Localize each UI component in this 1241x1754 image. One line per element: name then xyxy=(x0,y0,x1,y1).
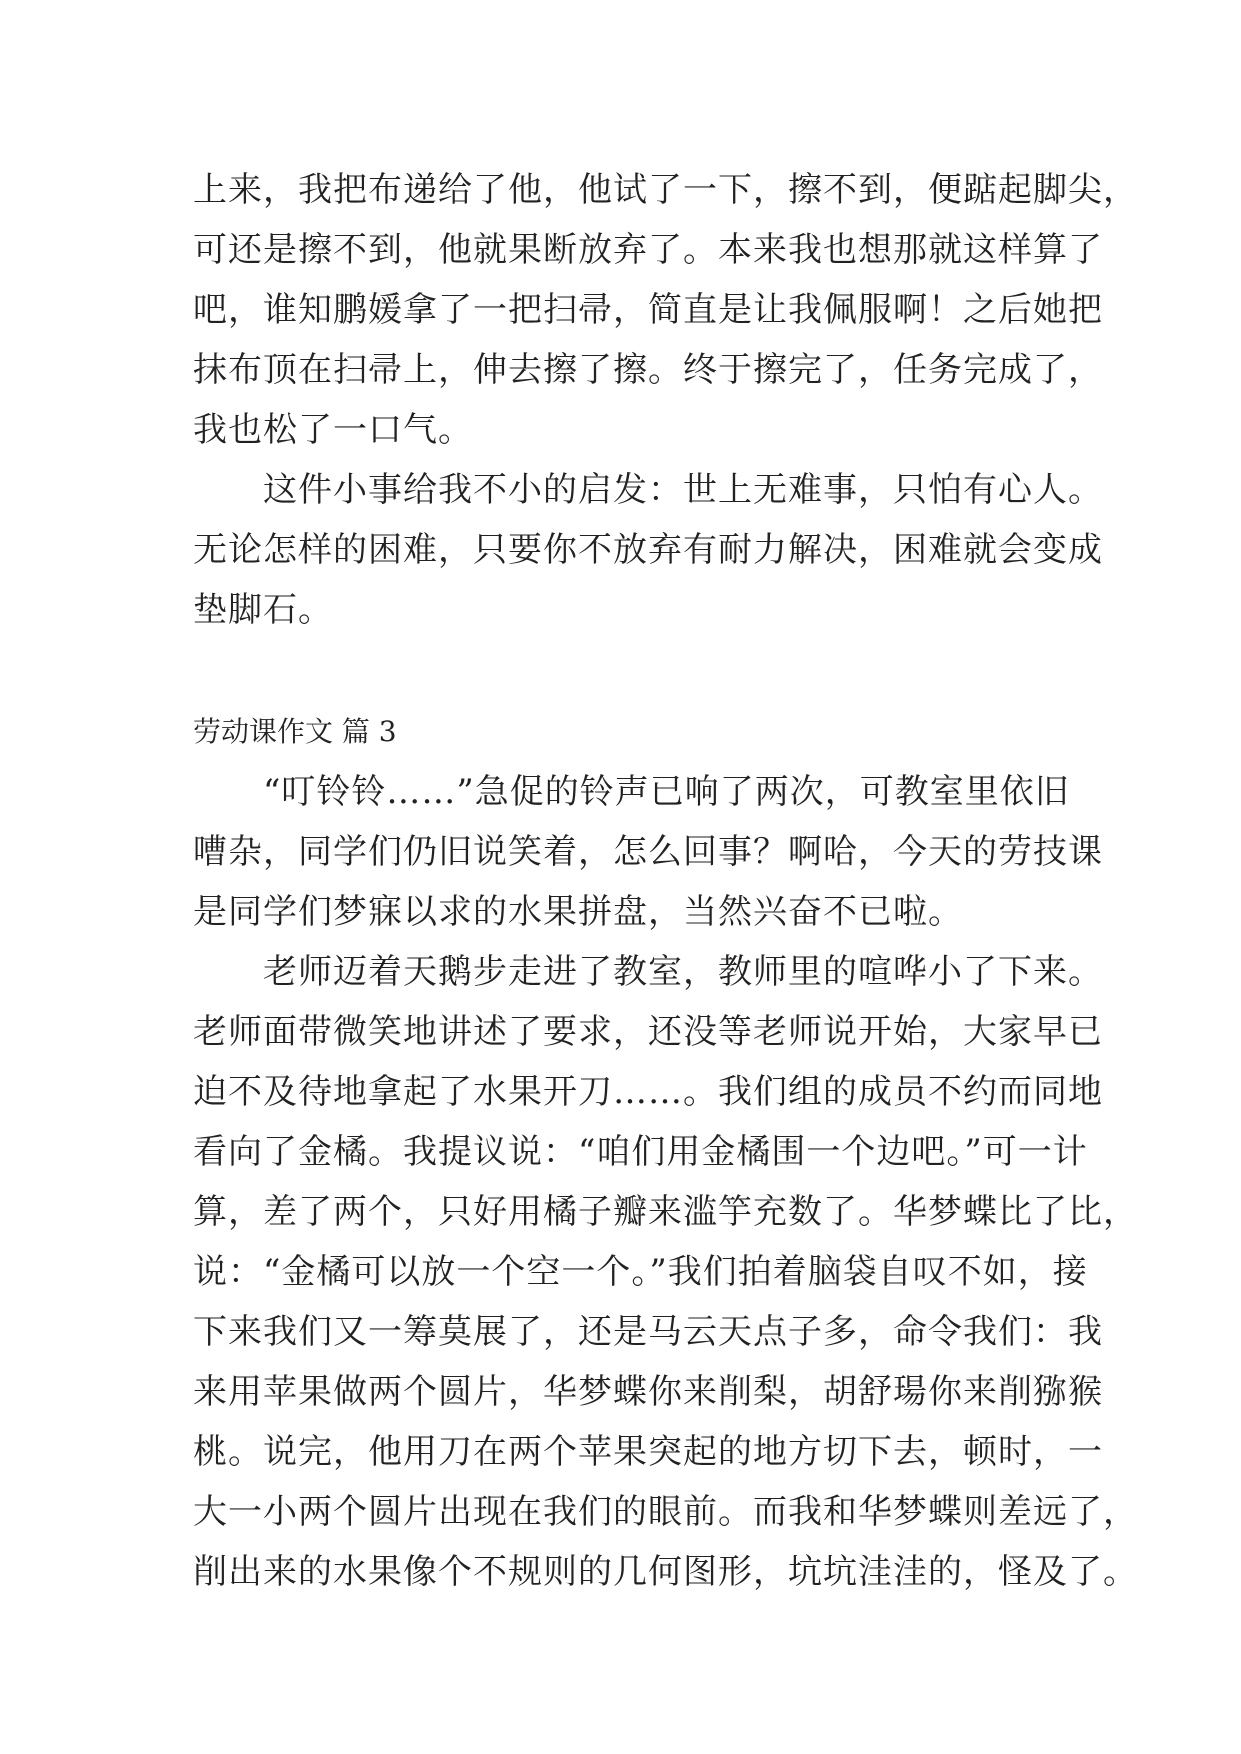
text-line: 老师面带微笑地讲述了要求，还没等老师说开始，大家早已 xyxy=(193,1012,1103,1052)
text-line: 是同学们梦寐以求的水果拼盘，当然兴奋不已啦。 xyxy=(193,892,963,932)
text-line: “叮铃铃……”急促的铃声已响了两次，可教室里依旧 xyxy=(193,772,1070,812)
text-line: 说：“金橘可以放一个空一个。”我们拍着脑袋自叹不如，接 xyxy=(193,1252,1088,1292)
text-line: 吧，谁知鹏媛拿了一把扫帚，简直是让我佩服啊！之后她把 xyxy=(193,290,1103,330)
text-line: 我也松了一口气。 xyxy=(193,410,473,450)
document-body xyxy=(193,160,1138,1602)
text-line: 抹布顶在扫帚上，伸去擦了擦。终于擦完了，任务完成了， xyxy=(193,350,1103,390)
text-line: 垫脚石。 xyxy=(193,590,333,630)
text-line: 嘈杂，同学们仍旧说笑着，怎么回事？啊哈，今天的劳技课 xyxy=(193,832,1103,872)
text-line: 这件小事给我不小的启发：世上无难事，只怕有心人。 xyxy=(193,470,1103,510)
section-heading: 劳动课作文 篇 3 xyxy=(193,715,397,748)
section-gap xyxy=(193,640,1073,702)
text-line: 老师迈着天鹅步走进了教室，教师里的喧哗小了下来。 xyxy=(193,952,1103,992)
section-2 xyxy=(193,762,1138,1602)
text-line: 下来我们又一筹莫展了，还是马云天点子多，命令我们：我 xyxy=(193,1312,1103,1352)
text-line: 可还是擦不到，他就果断放弃了。本来我也想那就这样算了 xyxy=(193,230,1103,270)
text-line: 迫不及待地拿起了水果开刀……。我们组的成员不约而同地 xyxy=(193,1072,1103,1112)
text-line: 大一小两个圆片出现在我们的眼前。而我和华梦蝶则差远了， xyxy=(193,1492,1138,1532)
section-1 xyxy=(193,160,1138,640)
text-line: 桃。说完，他用刀在两个苹果突起的地方切下去，顿时，一 xyxy=(193,1432,1103,1472)
text-line: 来用苹果做两个圆片，华梦蝶你来削梨，胡舒瑒你来削猕猴 xyxy=(193,1372,1103,1412)
text-line: 无论怎样的困难，只要你不放弃有耐力解决，困难就会变成 xyxy=(193,530,1103,570)
text-line: 上来，我把布递给了他，他试了一下，擦不到，便踮起脚尖， xyxy=(193,170,1138,210)
text-line: 算，差了两个，只好用橘子瓣来滥竽充数了。华梦蝶比了比， xyxy=(193,1192,1138,1232)
text-line: 削出来的水果像个不规则的几何图形，坑坑洼洼的，怪及了。 xyxy=(193,1552,1138,1592)
text-line: 看向了金橘。我提议说：“咱们用金橘围一个边吧。”可一计 xyxy=(193,1132,1088,1172)
